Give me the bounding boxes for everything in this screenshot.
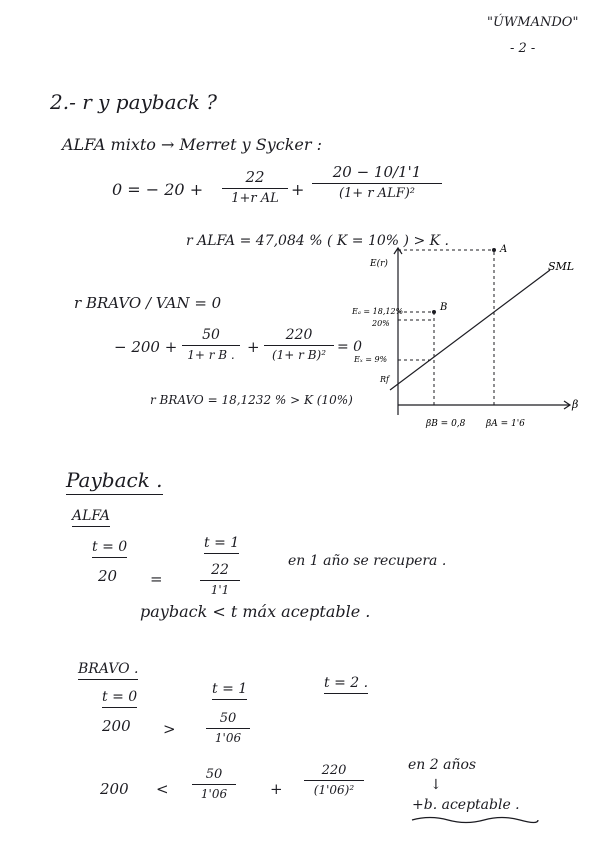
bravo-term2-numerator: 220 <box>285 327 313 343</box>
payback-bravo-row2-denominator2: (1'06)² <box>313 783 355 797</box>
sml-chart <box>350 240 590 440</box>
payback-bravo-plus: + <box>270 780 283 798</box>
payback-bravo-t1-numerator: 50 <box>219 711 237 726</box>
sml-y-axis-label: E(r) <box>370 259 388 269</box>
payback-bravo-note: en 2 años <box>408 757 477 773</box>
alfa-term1-fraction <box>222 170 288 205</box>
payback-bravo-row2-denominator1: 1'06 <box>200 787 228 801</box>
payback-bravo-t0-label: t = 0 <box>102 690 137 704</box>
payback-alfa-t0-value: 20 <box>98 567 118 585</box>
alfa-term2-numerator: 20 − 10/1'1 <box>332 163 422 181</box>
sml-point-b-label: B <box>440 302 448 313</box>
bravo-irr-result: r BRAVO = 18,1232 % > K (10%) <box>150 393 353 407</box>
alfa-term2-denominator: (1+ r ALF)² <box>338 186 416 201</box>
question-heading: 2.- r y payback ? <box>50 90 217 114</box>
bravo-term2-denominator: (1+ r B)² <box>271 348 327 362</box>
payback-bravo-label: BRAVO . <box>78 662 138 676</box>
payback-bravo-t1-label: t = 1 <box>212 682 247 696</box>
payback-alfa-t1-label: t = 1 <box>204 536 239 550</box>
payback-bravo-lt: < <box>156 780 169 798</box>
bravo-equation-rhs: = 0 <box>337 339 363 355</box>
alfa-equation-lhs: 0 = − 20 + <box>112 180 204 199</box>
bravo-term1-numerator: 50 <box>202 327 220 343</box>
sml-tick-y-rf: Rf <box>380 375 389 384</box>
alfa-irr-result: r ALFA = 47,084 % ( K = 10% ) > K . <box>186 233 449 249</box>
payback-bravo-conclusion-underline <box>410 814 540 826</box>
bravo-plus-sign: + <box>247 338 260 356</box>
payback-alfa-t1-numerator: 22 <box>211 562 229 578</box>
payback-bravo-gt: > <box>163 720 176 738</box>
bravo-term1-fraction <box>182 328 240 361</box>
sml-line <box>390 270 550 390</box>
payback-alfa-t0-label: t = 0 <box>92 540 127 554</box>
payback-alfa-t1-fraction <box>200 563 240 596</box>
payback-alfa-label: ALFA <box>72 509 110 523</box>
document-title: "ÚWMANDO" <box>487 15 579 30</box>
sml-line-label: SML <box>548 260 575 273</box>
alfa-term1-denominator: 1+r AL <box>231 191 279 206</box>
payback-bravo-row2-lhs: 200 <box>100 780 129 798</box>
payback-bravo-row2-numerator2: 220 <box>321 763 347 778</box>
sml-tick-y-1: Eₐ = 18,12% <box>352 307 404 316</box>
alfa-term1-numerator: 22 <box>245 168 265 186</box>
payback-bravo-row2-fraction1 <box>192 768 236 800</box>
sml-point-b <box>432 310 436 314</box>
alfa-term2-fraction <box>312 165 442 200</box>
payback-bravo-conclusion: +b. aceptable . <box>412 797 520 813</box>
payback-alfa-equals: = <box>150 570 163 588</box>
payback-bravo-t1-denominator: 1'06 <box>214 731 242 745</box>
bravo-equation-lhs: − 200 + <box>114 338 178 356</box>
sml-tick-x-b: βB = 0,8 <box>426 419 466 429</box>
payback-alfa-t1-denominator: 1'1 <box>210 583 230 597</box>
payback-bravo-t2-label: t = 2 . <box>324 676 368 690</box>
sml-tick-x-a: βA = 1'6 <box>486 419 525 429</box>
alfa-plus-sign: + <box>291 180 305 199</box>
sml-point-a-label: A <box>500 244 508 255</box>
payback-bravo-arrow: ↓ <box>430 777 442 793</box>
bravo-irr-label: r BRAVO / VAN = 0 <box>74 294 222 312</box>
sml-point-a <box>492 248 496 252</box>
sml-x-axis-label: β <box>572 398 579 411</box>
payback-bravo-row2-numerator1: 50 <box>205 767 223 782</box>
payback-bravo-t1-fraction <box>206 712 250 744</box>
payback-alfa-conclusion: payback < t máx aceptable . <box>140 602 371 621</box>
payback-heading: Payback . <box>66 470 163 490</box>
payback-bravo-row2-fraction2 <box>304 764 364 796</box>
sml-tick-y-2: 20% <box>372 319 390 328</box>
payback-alfa-note: en 1 año se recupera . <box>288 553 447 569</box>
bravo-term2-fraction <box>264 328 334 361</box>
page-number: - 2 - <box>510 41 536 56</box>
sml-tick-y-3: Eₓ = 9% <box>354 355 388 364</box>
alfa-method-label: ALFA mixto → Merret y Sycker : <box>62 135 322 154</box>
bravo-term1-denominator: 1+ r B . <box>187 348 235 362</box>
payback-bravo-t0-value: 200 <box>102 717 131 735</box>
